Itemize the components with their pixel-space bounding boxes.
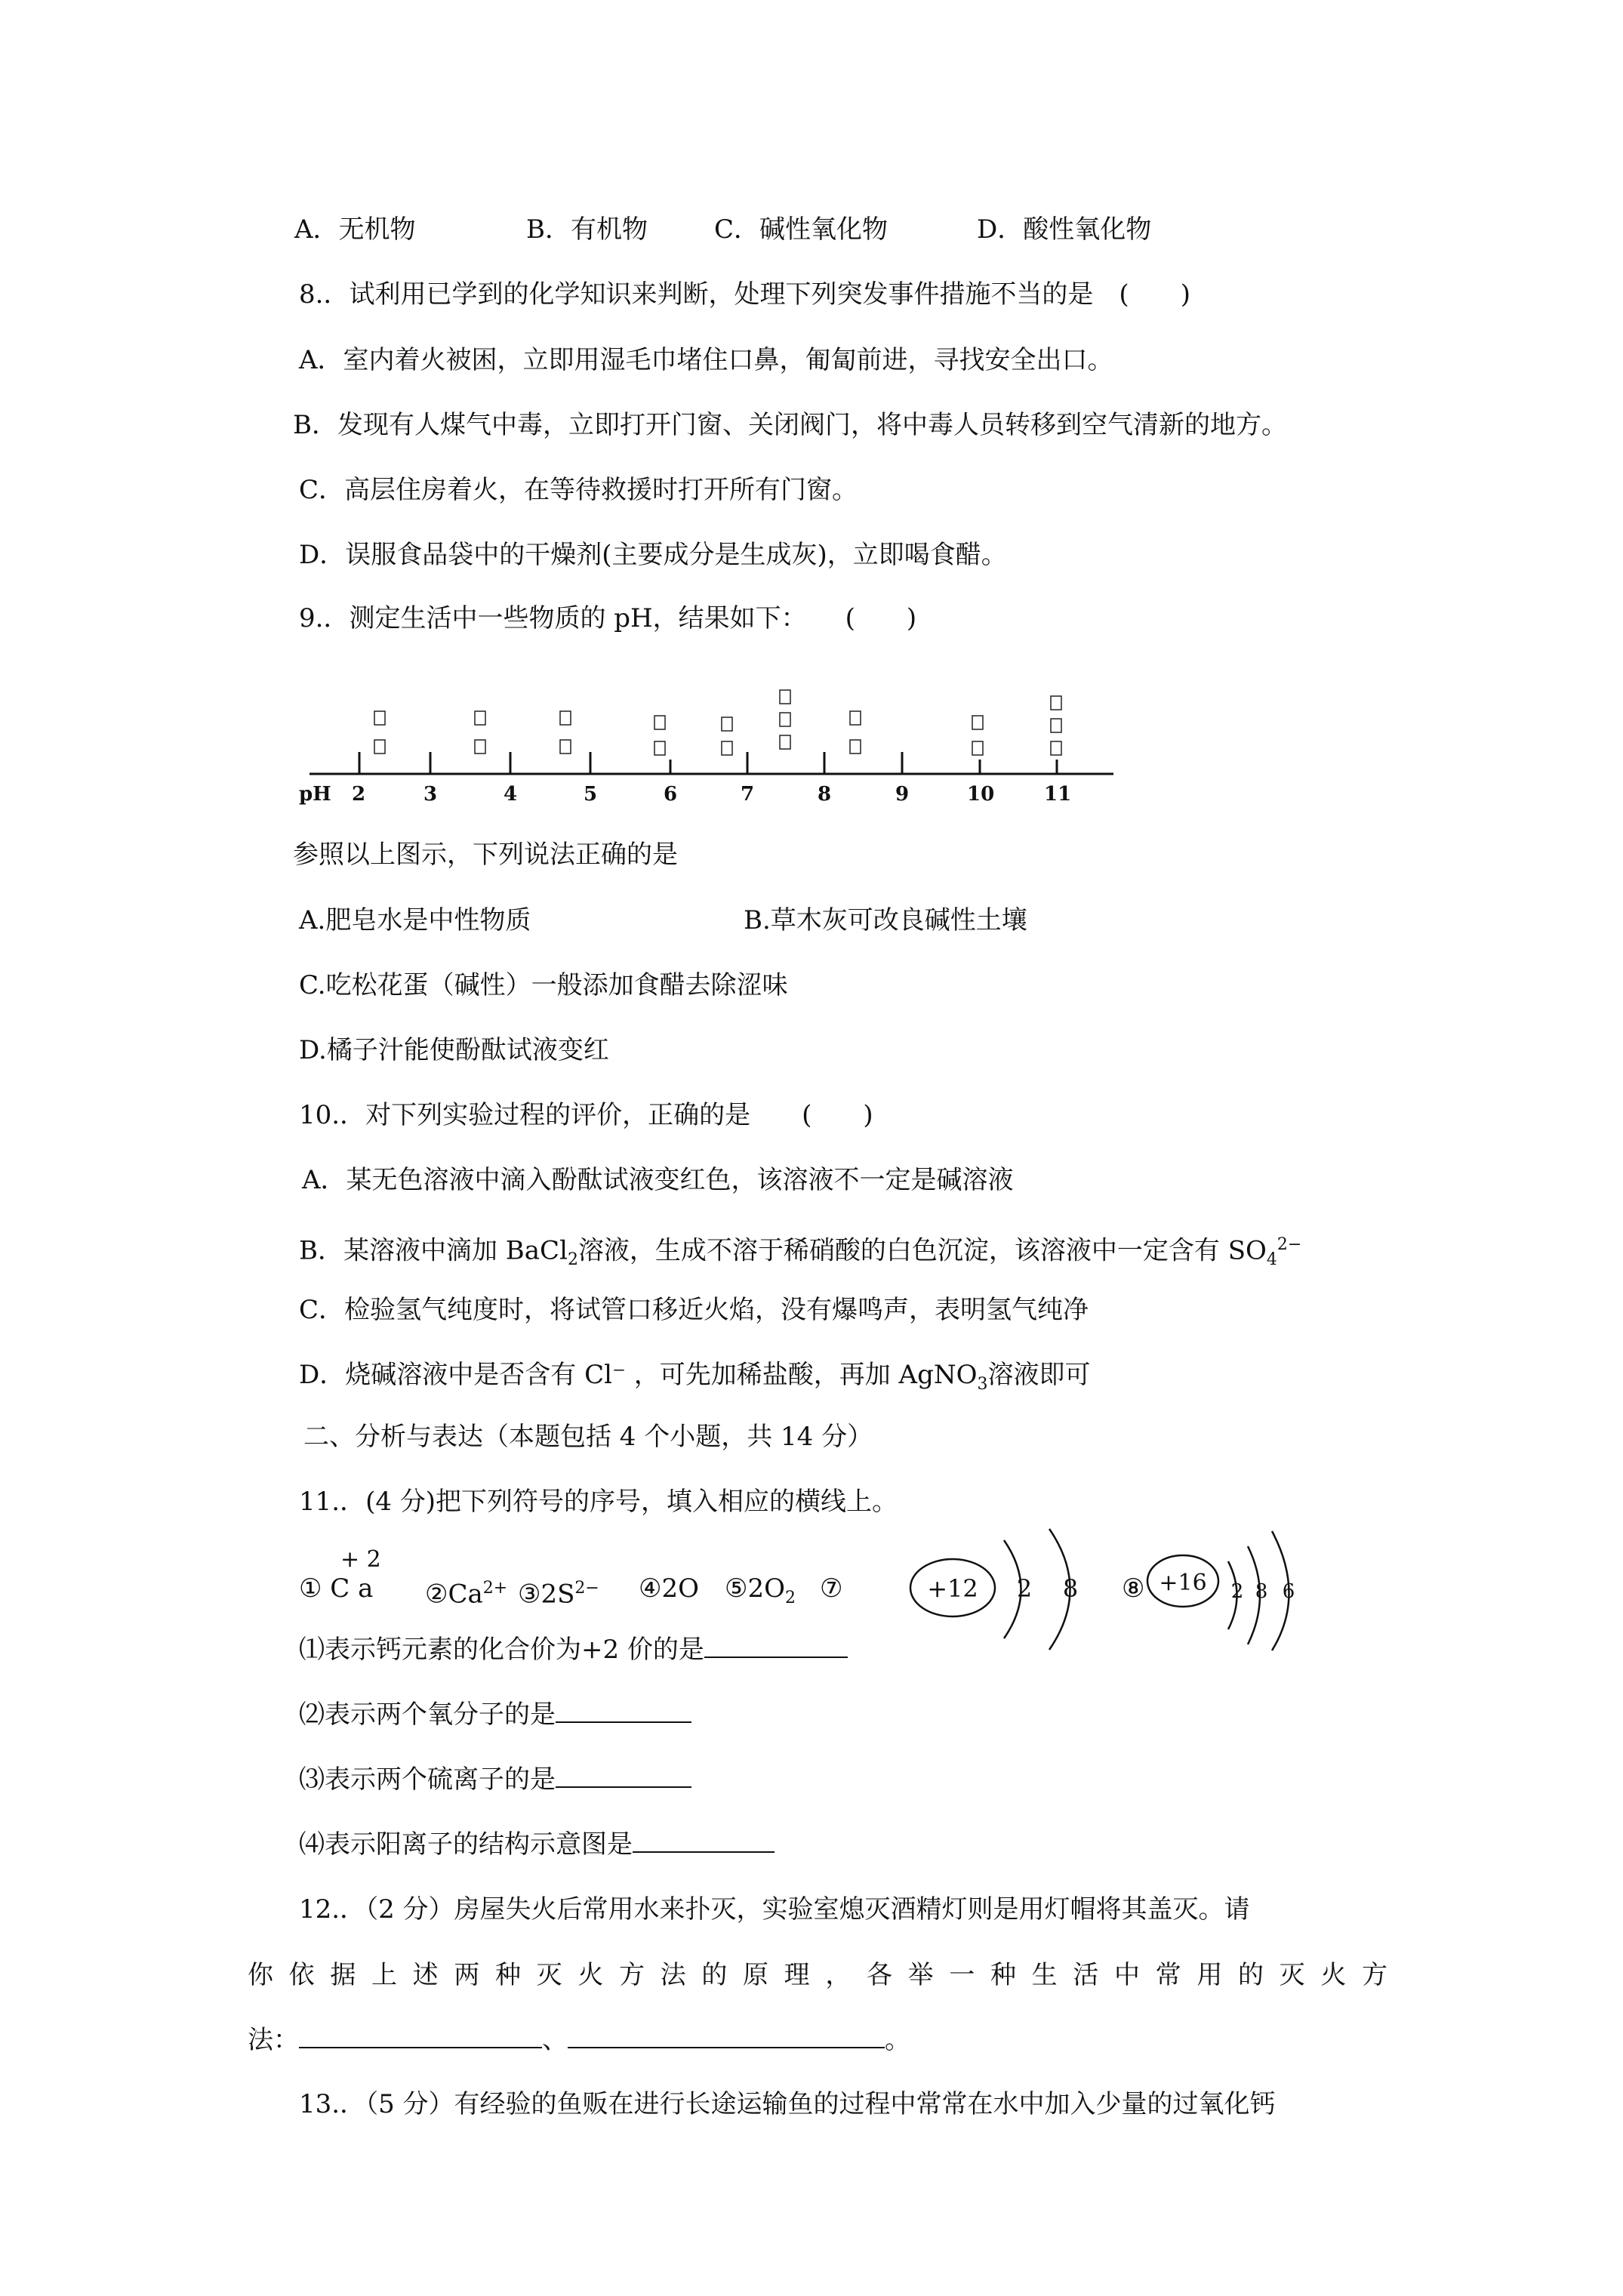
q11-part-1-text: ⑴表示钙元素的化合价为+2 价的是	[299, 1635, 704, 1665]
electron-count-label: 8	[1255, 1580, 1268, 1603]
q10-d-sub: 3	[977, 1374, 988, 1394]
q10-d-text: D．烧碱溶液中是否含有 Cl⁻ ，可先加稀盐酸，再加 AgNO	[299, 1360, 978, 1390]
q11-stem: 11.．(4 分)把下列符号的序号，填入相应的横线上。	[299, 1487, 898, 1517]
nucleus-charge-label: +12	[927, 1574, 978, 1603]
q9-option-c: C.吃松花蛋（碱性）一般添加食醋去除涩味	[299, 970, 788, 1000]
ph-tick-label: 5	[584, 783, 598, 806]
q7-option-c: C．碱性氧化物	[714, 214, 888, 245]
q11-valence-mark: + 2	[340, 1546, 381, 1573]
ph-scale-figure	[287, 680, 1132, 815]
q11-symbol-3-text: ③2S	[518, 1579, 575, 1610]
nucleus-charge-label: +16	[1159, 1570, 1207, 1596]
q7-option-b: B．有机物	[526, 214, 648, 245]
q9-stem: 9.．测定生活中一些物质的 pH，结果如下： ( )	[299, 603, 917, 633]
q11-symbol-5-sub: 2	[785, 1588, 796, 1607]
q8-option-b: B．发现有人煤气中毒，立即打开门窗、关闭阀门，将中毒人员转移到空气清新的地方。	[293, 410, 1287, 440]
q9-option-d: D.橘子汁能使酚酞试液变红	[299, 1035, 609, 1065]
q11-symbol-3	[518, 1572, 599, 1610]
ph-tick-label: 7	[741, 783, 755, 806]
q11-symbol-2-sup: 2+	[482, 1579, 508, 1598]
q10-option-c: C．检验氢气纯度时，将试管口移近火焰，没有爆鸣声，表明氢气纯净	[299, 1295, 1089, 1325]
q11-symbol-8-label: ⑧	[1122, 1573, 1145, 1604]
ph-tick-label: 10	[967, 783, 995, 806]
q11-part-3-text: ⑶表示两个硫离子的是	[299, 1764, 556, 1795]
q10-option-a: A．某无色溶液中滴入酚酞试液变红色，该溶液不一定是碱溶液	[302, 1165, 1014, 1195]
q7-option-d: D．酸性氧化物	[977, 214, 1152, 245]
q7-option-a: A．无机物	[294, 214, 416, 245]
q11-symbol-4: ④2O	[639, 1573, 699, 1604]
answer-blank[interactable]	[299, 2024, 542, 2048]
answer-blank[interactable]	[568, 2024, 885, 2048]
q11-symbol-5-text: ⑤2O	[725, 1573, 785, 1604]
q11-part-4-text: ⑷表示阳离子的结构示意图是	[299, 1829, 633, 1860]
q11-symbol-7-label: ⑦	[820, 1573, 843, 1604]
electron-count-label: 2	[1016, 1574, 1033, 1603]
ph-tick-label: 4	[504, 783, 518, 806]
answer-blank[interactable]	[633, 1829, 775, 1853]
ph-tick-label: 2	[352, 783, 366, 806]
q11-part-2	[299, 1698, 691, 1731]
q8-option-c: C．高层住房着火，在等待救援时打开所有门窗。	[299, 475, 858, 505]
q11-part-3	[299, 1763, 691, 1796]
ph-tick-label: 3	[423, 783, 438, 806]
q8-option-a: A．室内着火被困，立即用湿毛巾堵住口鼻，匍匐前进，寻找安全出口。	[299, 345, 1113, 375]
q8-option-d: D．误服食品袋中的干燥剂(主要成分是生成灰)，立即喝食醋。	[299, 540, 1007, 570]
q10-option-d	[299, 1358, 1090, 1401]
q11-symbol-2	[425, 1572, 507, 1610]
q8-stem: 8.．试利用已学到的化学知识来判断，处理下列突发事件措施不当的是 ( )	[299, 279, 1190, 310]
ph-axis-label: pH	[299, 783, 331, 806]
q9-reference: 参照以上图示，下列说法正确的是	[293, 840, 678, 870]
q11-symbol-1: ① C a	[299, 1573, 374, 1604]
q10-option-b	[299, 1228, 1301, 1277]
ph-tick-label: 6	[664, 783, 678, 806]
q13-line-1: 13.．（5 分）有经验的鱼贩在进行长途运输鱼的过程中常常在水中加入少量的过氧化钙	[299, 2089, 1276, 2119]
q10-b-text: B．某溶液中滴加 BaCl	[299, 1235, 568, 1266]
q12-separator: 、	[542, 2025, 568, 2055]
q10-d-text: 溶液即可	[987, 1360, 1091, 1390]
ph-tick-label: 8	[818, 783, 832, 806]
answer-blank[interactable]	[556, 1764, 691, 1788]
q11-part-4	[299, 1828, 775, 1861]
electron-count-label: 6	[1282, 1580, 1295, 1603]
q10-stem: 10.．对下列实验过程的评价，正确的是 ( )	[299, 1100, 873, 1130]
ph-tick-label: 9	[895, 783, 910, 806]
atom-structure-diagram-7	[906, 1525, 1132, 1653]
q12-line-1: 12.．（2 分）房屋失火后常用水来扑灭，实验室熄灭酒精灯则是用灯帽将其盖灭。请	[299, 1894, 1250, 1925]
q12-line-2: 你依据上述两种灭火方法的原理，各举一种生活中常用的灭火方	[248, 1960, 1387, 1990]
answer-blank[interactable]	[556, 1699, 691, 1723]
answer-blank[interactable]	[704, 1634, 848, 1658]
q9-option-b: B.草木灰可改良碱性土壤	[744, 905, 1027, 935]
q10-b-sub: 4	[1266, 1250, 1277, 1270]
q10-b-sub: 2	[567, 1250, 578, 1270]
q11-symbol-3-sup: 2−	[574, 1579, 599, 1598]
q12-line-3-text: 法：	[248, 2025, 299, 2055]
q10-b-text: 溶液，生成不溶于稀硝酸的白色沉淀，该溶液中一定含有 SO	[577, 1235, 1267, 1266]
q11-symbol-2-text: ②Ca	[425, 1579, 483, 1610]
ph-ticks	[359, 752, 1057, 774]
ph-substance-markers	[374, 690, 1061, 755]
ph-tick-label: 11	[1044, 783, 1072, 806]
section-2-heading: 二、分析与表达（本题包括 4 个小题，共 14 分）	[303, 1422, 873, 1452]
q11-part-2-text: ⑵表示两个氧分子的是	[299, 1700, 556, 1730]
electron-count-label: 2	[1230, 1580, 1244, 1603]
q12-line-3	[248, 2023, 910, 2057]
q11-symbol-5	[725, 1572, 796, 1615]
q11-part-1	[299, 1633, 848, 1666]
q10-b-sup: 2−	[1277, 1235, 1302, 1254]
atom-structure-diagram-8	[1144, 1524, 1317, 1652]
q9-option-a: A.肥皂水是中性物质	[299, 905, 531, 935]
q12-end-mark: 。	[885, 2025, 910, 2055]
electron-count-label: 8	[1062, 1574, 1079, 1603]
